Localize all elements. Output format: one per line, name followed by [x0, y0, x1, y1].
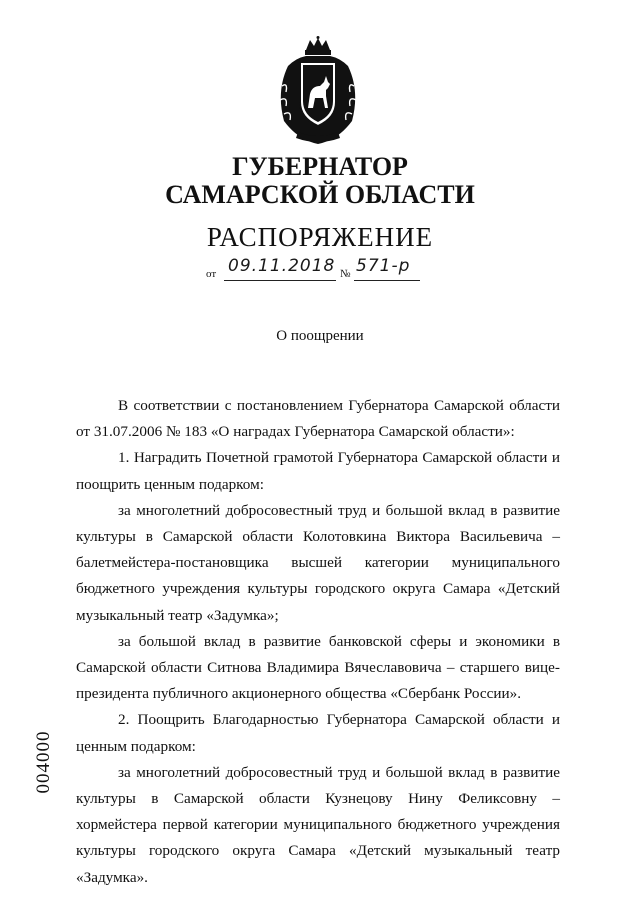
side-stamp-number: 004000	[33, 730, 54, 794]
number-value: 571-р	[356, 256, 411, 276]
issuer-title: ГУБЕРНАТОР	[232, 152, 408, 181]
document-type: РАСПОРЯЖЕНИЕ	[206, 222, 434, 252]
side-stamp	[32, 718, 56, 808]
item-1-paragraph-1: за многолетний добросовестный труд и большой вклад в развитие культуры в Самарской области Колотовкина Виктора Васильевича – балетмейстера-постановщика высшей категории муниципального бюджетного учреждения культуры городского округа Самара «Детский музыкальный театр «Задумка»;	[76, 501, 560, 624]
date-label: от	[206, 268, 217, 280]
date-value: 09.11.2018	[228, 256, 336, 276]
item-2-paragraph-1: за многолетний добросовестный труд и большой вклад в развитие культуры в Самарской области Кузнецову Нину Феликсовну – хормейстера первой категории муниципального бюджетного учреждения культуры городского округа Самара «Детский музыкальный театр «Задумка».	[76, 763, 560, 886]
coat-of-arms-icon	[268, 36, 368, 146]
item-1-paragraph-2: за большой вклад в развитие банковской сферы и экономики в Самарской области Ситнова Владимира Вячеславовича – старшего вице-президента публичного акционерного общества «Сбербанк России».	[76, 632, 560, 703]
number-label: №	[340, 268, 351, 280]
item-2-intro: 2. Поощрить Благодарностью Губернатора Самарской области и ценным подарком:	[76, 711, 560, 755]
date-number-line	[206, 256, 446, 286]
issuer-region: САМАРСКОЙ ОБЛАСТИ	[165, 180, 475, 209]
document-subject: О поощрении	[276, 328, 364, 344]
preamble-paragraph: В соответствии с постановлением Губернатора Самарской области от 31.07.2006 № 183 «О наградах Губернатора Самарской области»:	[76, 397, 560, 441]
number-underline	[354, 280, 420, 281]
date-underline	[224, 280, 336, 281]
document-body	[76, 393, 560, 891]
item-1-intro: 1. Наградить Почетной грамотой Губернатора Самарской области и поощрить ценным подарком:	[76, 449, 560, 493]
